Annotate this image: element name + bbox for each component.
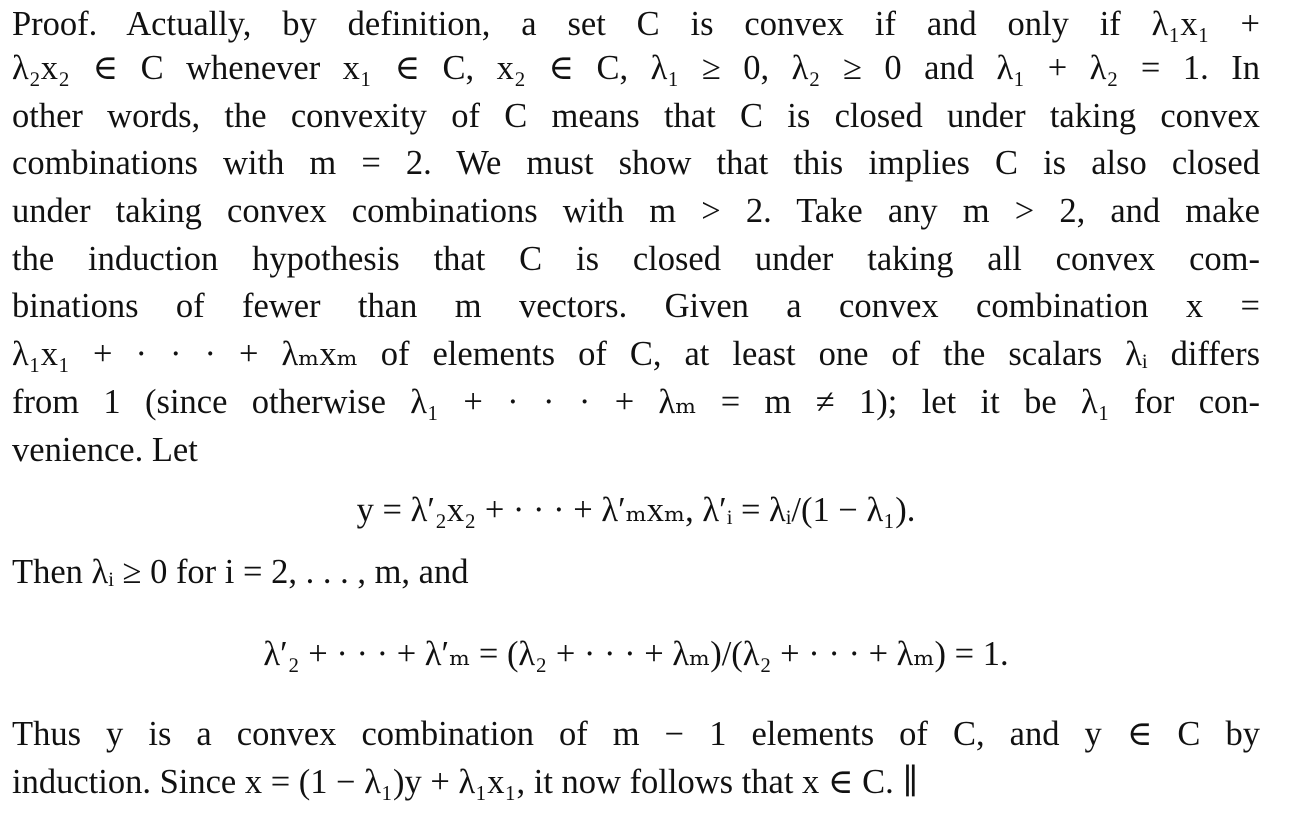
display-equation-1: y = λ′₂x₂ + · · · + λ′ₘxₘ, λ′ᵢ = λᵢ/(1 − λ₁). xyxy=(356,491,916,529)
then-line: Then λᵢ ≥ 0 for i = 2, . . . , m, and xyxy=(12,553,469,591)
final-line-1: Thus y is a convex combination of m − 1 elements of C, and y ∈ C by xyxy=(12,715,1260,753)
proof-line-2: λ₂x₂ ∈ C whenever x₁ ∈ C, x₂ ∈ C, λ₁ ≥ 0, λ₂ ≥ 0 and λ₁ + λ₂ = 1. In xyxy=(12,49,1260,87)
final-line-2: induction. Since x = (1 − λ₁)y + λ₁x₁, it now follows that x ∈ C. ∥ xyxy=(12,763,919,801)
proof-line-9: from 1 (since otherwise λ₁ + · · · + λₘ = m ≠ 1); let it be λ₁ for con- xyxy=(12,383,1260,421)
proof-page xyxy=(12,0,1272,816)
proof-line-3: other words, the convexity of C means that C is closed under taking convex xyxy=(12,97,1260,135)
proof-line-7: binations of fewer than m vectors. Given a convex combination x = xyxy=(12,287,1260,325)
proof-line-1: Proof. Actually, by definition, a set C is convex if and only if λ₁x₁ + xyxy=(12,5,1260,43)
proof-line-6: the induction hypothesis that C is closed under taking all convex com- xyxy=(12,240,1260,278)
proof-line-10: venience. Let xyxy=(12,431,198,469)
proof-line-5: under taking convex combinations with m > 2. Take any m > 2, and make xyxy=(12,192,1260,230)
proof-line-4: combinations with m = 2. We must show that this implies C is also closed xyxy=(12,144,1260,182)
proof-line-8: λ₁x₁ + · · · + λₘxₘ of elements of C, at least one of the scalars λᵢ differs xyxy=(12,335,1260,373)
display-equation-2: λ′₂ + · · · + λ′ₘ = (λ₂ + · · · + λₘ)/(λ₂ + · · · + λₘ) = 1. xyxy=(263,635,1009,673)
